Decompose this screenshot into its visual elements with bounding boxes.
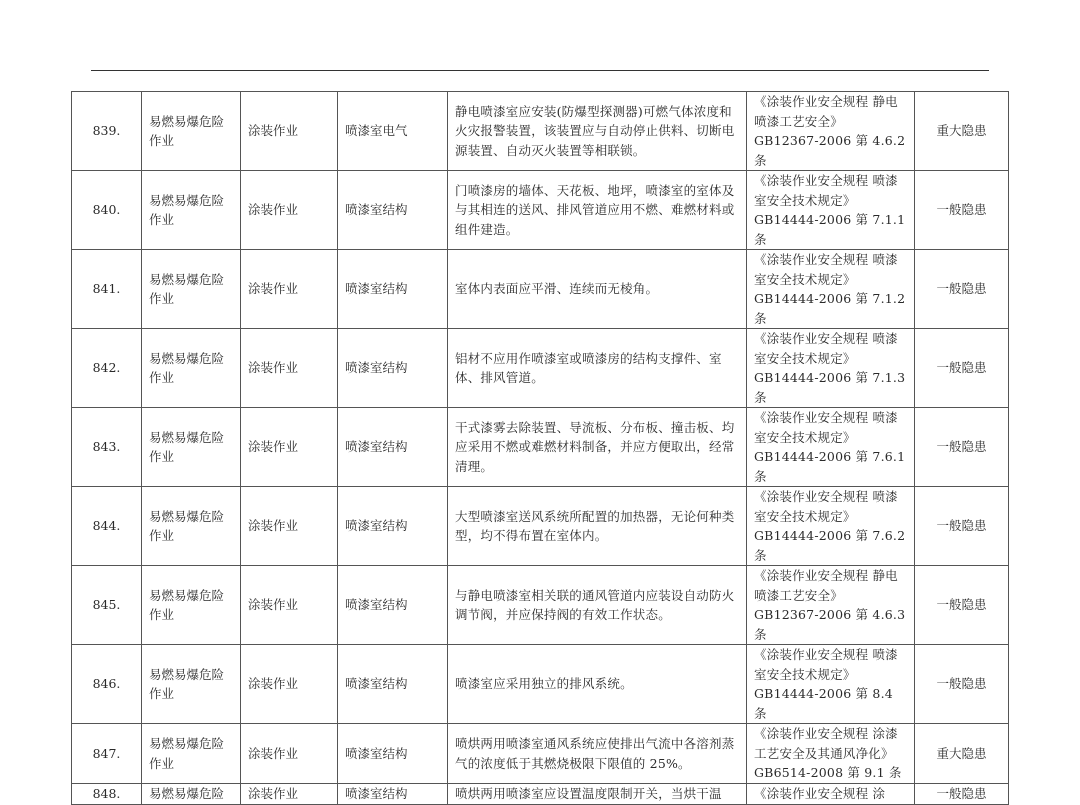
standard-reference: 《涂装作业安全规程 喷漆室安全技术规定》GB14444-2006 第 7.6.2 条	[747, 487, 915, 566]
table-row	[72, 250, 1009, 329]
operation-type: 涂装作业	[241, 724, 338, 784]
hazard-category: 易燃易爆危险作业	[142, 171, 241, 250]
hazard-level: 一般隐患	[915, 250, 1009, 329]
hazard-category: 易燃易爆危险作业	[142, 408, 241, 487]
operation-type: 涂装作业	[241, 250, 338, 329]
hazard-category: 易燃易爆危险作业	[142, 329, 241, 408]
hazard-description: 喷烘两用喷漆室通风系统应使排出气流中各溶剂蒸气的浓度低于其燃烧极限下限值的 25%。	[448, 724, 747, 784]
hazard-category: 易燃易爆危险作业	[142, 724, 241, 784]
hazard-level: 一般隐患	[915, 645, 1009, 724]
hazard-category: 易燃易爆危险作业	[142, 487, 241, 566]
standard-reference: 《涂装作业安全规程 涂漆工艺安全及其通风净化》GB6514-2008 第 9.1 条	[747, 724, 915, 784]
operation-type: 涂装作业	[241, 566, 338, 645]
row-number: 847.	[72, 724, 142, 784]
check-item: 喷漆室结构	[338, 171, 448, 250]
standard-reference: 《涂装作业安全规程 喷漆室安全技术规定》GB14444-2006 第 7.1.2 条	[747, 250, 915, 329]
table-row	[72, 566, 1009, 645]
standard-reference: 《涂装作业安全规程 静电喷漆工艺安全》GB12367-2006 第 4.6.2 条	[747, 92, 915, 171]
hazard-level: 一般隐患	[915, 171, 1009, 250]
header-rule	[91, 70, 989, 71]
operation-type: 涂装作业	[241, 784, 338, 805]
hazard-category: 易燃易爆危险作业	[142, 250, 241, 329]
operation-type: 涂装作业	[241, 408, 338, 487]
hazard-description: 静电喷漆室应安装(防爆型探测器)可燃气体浓度和火灾报警装置，该装置应与自动停止供料、切断电源装置、自动灭火装置等相联锁。	[448, 92, 747, 171]
check-item: 喷漆室结构	[338, 724, 448, 784]
check-item: 喷漆室结构	[338, 408, 448, 487]
row-number: 839.	[72, 92, 142, 171]
standard-reference: 《涂装作业安全规程 喷漆室安全技术规定》GB14444-2006 第 7.1.3 条	[747, 329, 915, 408]
row-number: 841.	[72, 250, 142, 329]
hazard-description: 大型喷漆室送风系统所配置的加热器，无论何种类型，均不得布置在室体内。	[448, 487, 747, 566]
table-row	[72, 724, 1009, 784]
table-row	[72, 171, 1009, 250]
check-item: 喷漆室结构	[338, 784, 448, 805]
table-row	[72, 329, 1009, 408]
hazard-description: 与静电喷漆室相关联的通风管道内应装设自动防火调节阀，并应保持阀的有效工作状态。	[448, 566, 747, 645]
hazard-description: 喷烘两用喷漆室应设置温度限制开关，当烘干温	[448, 784, 747, 805]
row-number: 844.	[72, 487, 142, 566]
hazard-description: 门喷漆房的墙体、天花板、地坪，喷漆室的室体及与其相连的送风、排风管道应用不燃、难燃材料或组件建造。	[448, 171, 747, 250]
row-number: 840.	[72, 171, 142, 250]
table-body	[72, 92, 1009, 805]
check-item: 喷漆室结构	[338, 645, 448, 724]
standard-reference: 《涂装作业安全规程 喷漆室安全技术规定》GB14444-2006 第 8.4 条	[747, 645, 915, 724]
hazard-description: 干式漆雾去除装置、导流板、分布板、撞击板、均应采用不燃或难燃材料制备，并应方便取出，经常清理。	[448, 408, 747, 487]
row-number: 842.	[72, 329, 142, 408]
table-row	[72, 784, 1009, 805]
standard-reference: 《涂装作业安全规程 涂	[747, 784, 915, 805]
row-number: 848.	[72, 784, 142, 805]
hazard-level: 一般隐患	[915, 784, 1009, 805]
check-item: 喷漆室电气	[338, 92, 448, 171]
row-number: 846.	[72, 645, 142, 724]
table-row	[72, 92, 1009, 171]
check-item: 喷漆室结构	[338, 566, 448, 645]
operation-type: 涂装作业	[241, 92, 338, 171]
hazard-category: 易燃易爆危险作业	[142, 645, 241, 724]
hazard-category: 易燃易爆危险	[142, 784, 241, 805]
check-item: 喷漆室结构	[338, 250, 448, 329]
hazard-level: 重大隐患	[915, 724, 1009, 784]
operation-type: 涂装作业	[241, 171, 338, 250]
check-item: 喷漆室结构	[338, 487, 448, 566]
hazard-level: 一般隐患	[915, 487, 1009, 566]
check-item: 喷漆室结构	[338, 329, 448, 408]
hazard-level: 一般隐患	[915, 408, 1009, 487]
standard-reference: 《涂装作业安全规程 静电喷漆工艺安全》GB12367-2006 第 4.6.3 条	[747, 566, 915, 645]
hazard-category: 易燃易爆危险作业	[142, 566, 241, 645]
hazard-table	[71, 91, 1009, 805]
hazard-level: 一般隐患	[915, 566, 1009, 645]
hazard-description: 铝材不应用作喷漆室或喷漆房的结构支撑件、室体、排风管道。	[448, 329, 747, 408]
table-row	[72, 408, 1009, 487]
row-number: 845.	[72, 566, 142, 645]
hazard-category: 易燃易爆危险作业	[142, 92, 241, 171]
hazard-description: 喷漆室应采用独立的排风系统。	[448, 645, 747, 724]
standard-reference: 《涂装作业安全规程 喷漆室安全技术规定》GB14444-2006 第 7.6.1 条	[747, 408, 915, 487]
standard-reference: 《涂装作业安全规程 喷漆室安全技术规定》GB14444-2006 第 7.1.1 条	[747, 171, 915, 250]
hazard-level: 重大隐患	[915, 92, 1009, 171]
hazard-description: 室体内表面应平滑、连续而无棱角。	[448, 250, 747, 329]
operation-type: 涂装作业	[241, 329, 338, 408]
hazard-level: 一般隐患	[915, 329, 1009, 408]
operation-type: 涂装作业	[241, 645, 338, 724]
table-row	[72, 487, 1009, 566]
operation-type: 涂装作业	[241, 487, 338, 566]
row-number: 843.	[72, 408, 142, 487]
table-row	[72, 645, 1009, 724]
